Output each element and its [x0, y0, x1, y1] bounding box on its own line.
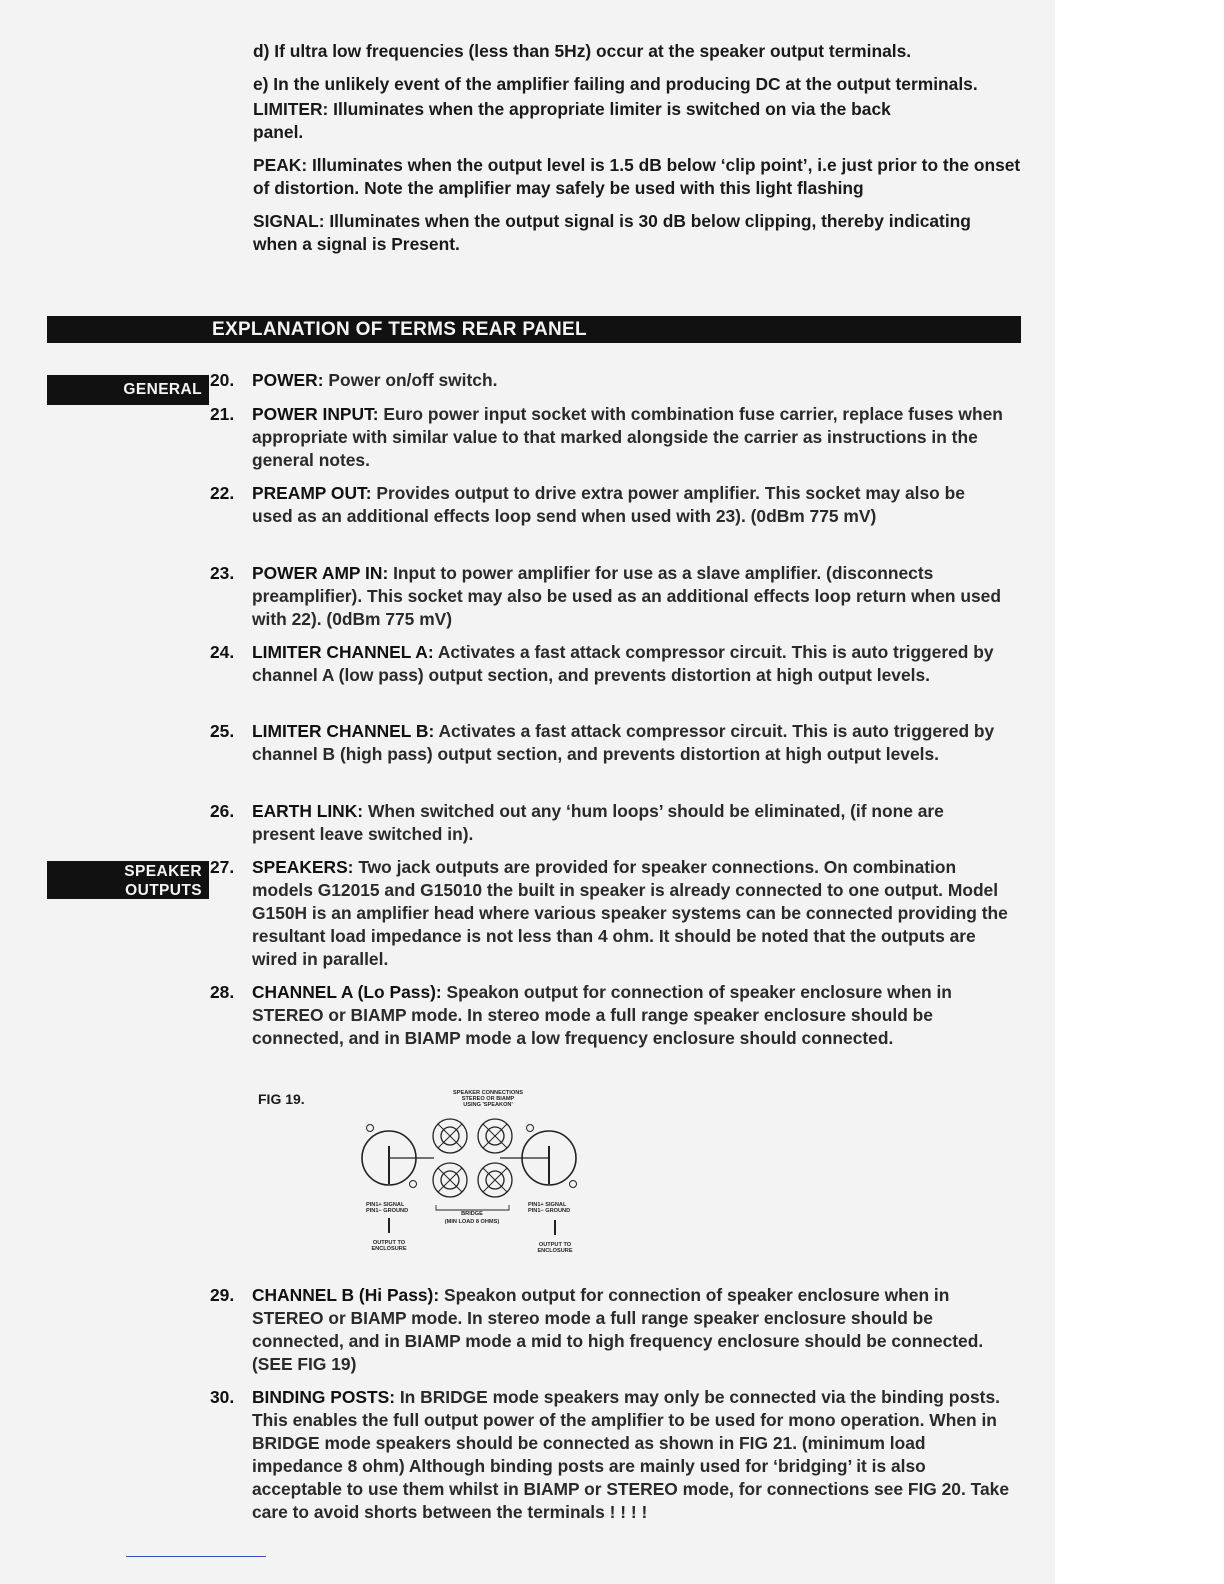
- item-description: When switched out any ‘hum loops’ should be eliminated, (if none are present leave switched in).: [252, 801, 944, 844]
- fig-19-speaker-connections: [258, 1086, 618, 1266]
- term-item-30: [210, 1386, 1010, 1524]
- binding-post-crosses: [438, 1124, 507, 1192]
- right-output-label-line-2: ENCLOSURE: [537, 1248, 573, 1254]
- term-item-24: [210, 641, 1010, 687]
- item-description: Power on/off switch.: [328, 370, 498, 390]
- item-number: 25.: [210, 721, 235, 741]
- item-term: POWER INPUT:: [252, 404, 379, 424]
- item-description: Provides output to drive extra power amplifier. This socket may also be used as an additional effects loop send when used with 23). (0dBm 775 mV): [252, 483, 965, 526]
- term-item-29: [210, 1284, 1010, 1376]
- right-pin-ground-label: PIN1− GROUND: [528, 1208, 571, 1214]
- speakon-wiring-diagram: [258, 1086, 618, 1266]
- left-screw-hole-bottom: [410, 1181, 417, 1188]
- left-output-label-line-1: OUTPUT TO: [372, 1240, 406, 1246]
- right-pin-signal-label: PIN1+ SIGNAL: [528, 1202, 567, 1208]
- item-number: 21.: [210, 404, 235, 424]
- speaker-outputs-label: [47, 861, 209, 899]
- peak-description: PEAK: Illuminates when the output level is 1.5 dB below ‘clip point’, i.e just prior to the onset of distortion. Note the amplifier may safely be used with this light flashing: [253, 155, 1021, 198]
- speaker-outputs-label-line-2: OUTPUTS: [125, 882, 202, 899]
- item-description: In BRIDGE mode speakers may only be connected via the binding posts. This enables the full output power of the amplifier to be used for mono operation. When in BRIDGE mode speakers should be connected as shown in FIG 21. (minimum load impedance 8 ohm) Although binding posts are mainly used for ‘bridging’ it is also acceptable to use them whilst in BIAMP or STEREO mode, for connections see FIG 20. Take care to avoid shorts between the terminals ! ! ! !: [252, 1387, 1009, 1522]
- general-label-text: GENERAL: [123, 381, 202, 398]
- item-description: Two jack outputs are provided for speaker connections. On combination models G12015 and G15010 the built in speaker is already connected to one output. Model G150H is an amplifier head where various speaker systems can be connected providing the resultant load impedance is not less than 4 ohm. It should be noted that the outputs are wired in parallel.: [252, 857, 1008, 969]
- diagram-title-line-3: USING 'SPEAKON': [463, 1102, 513, 1108]
- diagram-title-line-1: SPEAKER CONNECTIONS: [453, 1090, 523, 1096]
- speaker-outputs-label-line-1: SPEAKER: [124, 863, 202, 880]
- item-term: LIMITER CHANNEL B:: [252, 721, 435, 741]
- item-description: Activates a fast attack compressor circuit. This is auto triggered by channel A (low pass) output section, and prevents distortion at high output levels.: [252, 642, 994, 685]
- item-term: CHANNEL A (Lo Pass):: [252, 982, 442, 1002]
- item-number: 26.: [210, 801, 235, 821]
- item-number: 27.: [210, 857, 235, 877]
- item-term: LIMITER CHANNEL A:: [252, 642, 434, 662]
- item-number: 28.: [210, 982, 235, 1002]
- item-number: 29.: [210, 1285, 235, 1305]
- intro-item-d: d) If ultra low frequencies (less than 5Hz) occur at the speaker output terminals.: [253, 41, 912, 61]
- bridge-bracket: [436, 1205, 509, 1210]
- left-output-label-line-2: ENCLOSURE: [371, 1246, 407, 1252]
- item-number: 20.: [210, 370, 235, 390]
- item-term: BINDING POSTS:: [252, 1387, 395, 1407]
- item-description: Input to power amplifier for use as a slave amplifier. (disconnects preamplifier). This socket may also be used as an additional effects loop return when used with 22). (0dBm 775 mV): [252, 563, 1001, 629]
- item-term: POWER:: [252, 370, 324, 390]
- item-description: Speakon output for connection of speaker enclosure when in STEREO or BIAMP mode. In stereo mode a full range speaker enclosure should be connected, and in BIAMP mode a mid to high frequency enclosure should be connected. (SEE FIG 19): [252, 1285, 984, 1374]
- term-item-27: [210, 856, 1010, 971]
- item-number: 30.: [210, 1387, 235, 1407]
- item-term: POWER AMP IN:: [252, 563, 389, 583]
- signal-description: SIGNAL: Illuminates when the output signal is 30 dB below clipping, thereby indicating when a signal is Present.: [253, 211, 971, 254]
- item-number: 22.: [210, 483, 235, 503]
- footer-rule: [126, 1556, 266, 1557]
- right-screw-hole-bottom: [570, 1181, 577, 1188]
- section-banner: EXPLANATION OF TERMS REAR PANEL: [47, 316, 1021, 343]
- figure-label: FIG 19.: [258, 1091, 305, 1107]
- min-load-label: (MIN LOAD 8 OHMS): [444, 1219, 500, 1225]
- term-item-22: [210, 482, 1010, 528]
- term-item-28: [210, 981, 1010, 1050]
- item-term: CHANNEL B (Hi Pass):: [252, 1285, 440, 1305]
- right-output-label-line-1: OUTPUT TO: [538, 1242, 572, 1248]
- item-description: Activates a fast attack compressor circuit. This is auto triggered by channel B (high pass) output section, and prevents distortion at high output levels.: [252, 721, 995, 764]
- bridge-label: BRIDGE: [461, 1211, 483, 1217]
- limiter-description: LIMITER: Illuminates when the appropriate limiter is switched on via the back panel.: [253, 99, 891, 142]
- item-term: EARTH LINK:: [252, 801, 364, 821]
- item-description: Speakon output for connection of speaker enclosure when in STEREO or BIAMP mode. In stereo mode a full range speaker enclosure should be connected, and in BIAMP mode a low frequency enclosure should connected.: [252, 982, 952, 1048]
- item-term: PREAMP OUT:: [252, 483, 372, 503]
- item-number: 24.: [210, 642, 235, 662]
- indicator-descriptions: [253, 40, 1023, 266]
- left-pin-ground-label: PIN1− GROUND: [366, 1208, 409, 1214]
- diagram-title-line-2: STEREO OR BIAMP: [461, 1096, 515, 1102]
- intro-item-e: e) In the unlikely event of the amplifier failing and producing DC at the output terminals.: [253, 74, 978, 94]
- item-description: Euro power input socket with combination fuse carrier, replace fuses when appropriate with similar value to that marked alongside the carrier as instructions in the general notes.: [252, 404, 1003, 470]
- term-item-26: [210, 800, 1010, 846]
- term-item-20: [210, 369, 1010, 392]
- item-number: 23.: [210, 563, 235, 583]
- left-pin-signal-label: PIN1+ SIGNAL: [366, 1202, 405, 1208]
- right-screw-hole-top: [527, 1125, 534, 1132]
- item-term: SPEAKERS:: [252, 857, 354, 877]
- left-screw-hole-top: [367, 1125, 374, 1132]
- general-label: [47, 375, 209, 405]
- term-item-23: [210, 562, 1010, 631]
- term-item-25: [210, 720, 1010, 766]
- term-item-21: [210, 403, 1010, 472]
